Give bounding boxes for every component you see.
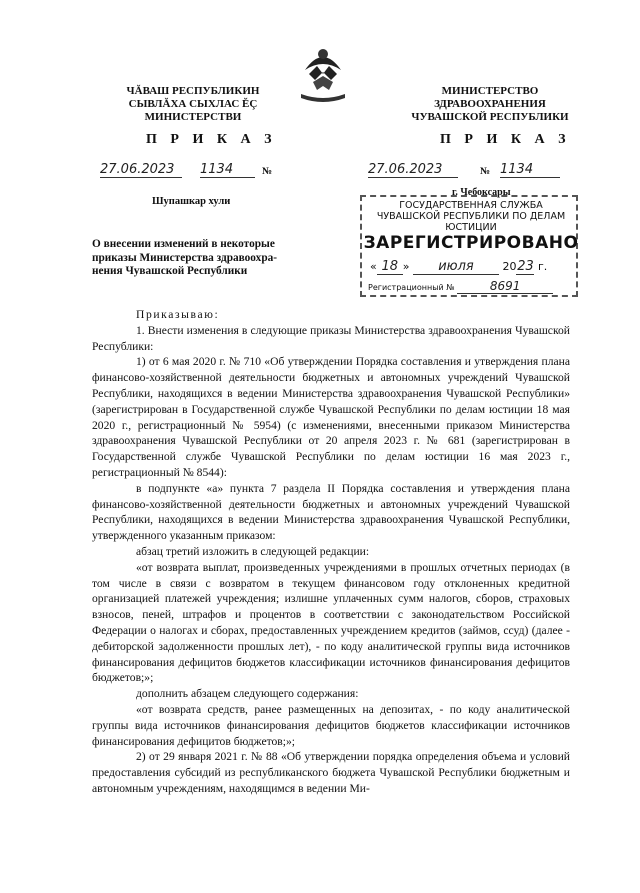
stamp-year-tail: г. (537, 260, 548, 273)
body-paragraph: «от возврата выплат, произведенных учреждениями в прошлых отчетных периодах (в том числе в связи с возвратом в текущем финансовом году отклоненных кредитной организацией платежей учреждения; излишне уплаченных сумм налогов, сборов, страховых взносов, пеней, штрафов и процентов в соответствии с законодательством Российской Федерации о налогах и сборах, предоставленных учреждением кредитов (займов, ссуд) (далее - дебиторской задолженности прошлых лет), - по коду аналитической группы вида источников финансирования дефицитов бюджетов классификации источников финансирования дефицитов бюджетов;»; (92, 560, 570, 685)
body-paragraph: «от возврата средств, ранее размещенных на депозитах, - по коду аналитической группы вида источников финансирования дефицитов бюджетов классификации источников финансирования дефицитов бюджетов;»; (92, 702, 570, 748)
body-paragraph: дополнить абзацем следующего содержания: (136, 687, 359, 701)
right-header-line: МИНИСТЕРСТВО (441, 85, 539, 97)
stamp-month: июля (413, 259, 499, 275)
body-paragraph: 1) от 6 мая 2020 г. № 710 «Об утверждении Порядка составления и утверждения плана финансово-хозяйственной деятельности бюджетных и автономных учреждений Чувашской Республики, находящихся в ведении Министерства здравоохранения Чувашской Республики» (зарегистрирован в Государственной службе Чувашской Республики по делам юстиции 18 мая 2020 г., регистрационный № 5954) (с изменениями, внесенными приказом Министерства здравоохранения Чувашской Республики от 20 апреля 2023 г. № 681 (зарегистрирован в Государственной службе Чувашской Республики по делам юстиции 16 мая 2023 г., регистрационный № 8544): (92, 355, 570, 479)
right-number: 1134 (500, 162, 560, 178)
order-subject (92, 238, 332, 279)
right-header-line: ЧУВАШСКОЙ РЕСПУБЛИКИ (411, 111, 569, 123)
emblem-icon (295, 40, 351, 104)
left-header-line: СЫВЛĂХА СЫХЛАС ĔÇ (128, 98, 258, 110)
body-paragraph: 2) от 29 января 2021 г. № 88 «Об утверждении порядка определения объема и условий предоставления субсидий из республиканского бюджета Чувашской Республики бюджетным и автономным учреждениям, находящимся в ведении Ми- (92, 750, 570, 795)
stamp-year-prefix: 20 (502, 260, 517, 273)
subject-line: приказы Министерства здравоохра- (92, 251, 278, 264)
body-paragraph: в подпункте «а» пункта 7 раздела II Порядка составления и утверждения плана финансово-хозяйственной деятельности бюджетных и автономных учреждений Чувашской Республики, находящихся в ведении Министерства здравоохранения Чувашской Республики, утвержденного указанным приказом: (92, 481, 570, 543)
left-header-line: МИНИСТЕРСТВИ (144, 111, 242, 123)
left-header-line: ЧĂВАШ РЕСПУБЛИКИН (126, 85, 260, 97)
registration-stamp (360, 195, 578, 297)
body-paragraph: 1. Внести изменения в следующие приказы Министерства здравоохранения Чувашской Республики: (92, 323, 570, 353)
subject-line: нения Чувашской Республики (92, 265, 248, 277)
stamp-reg-number: 8691 (457, 279, 553, 294)
stamp-status: ЗАРЕГИСТРИРОВАНО (363, 233, 579, 253)
city-left: Шупашкар хули (152, 196, 231, 207)
city-right: г. Чебоксары (452, 187, 511, 198)
stamp-day: 18 (377, 259, 403, 275)
left-date: 27.06.2023 (100, 162, 182, 178)
right-header-line: ЗДРАВООХРАНЕНИЯ (434, 98, 546, 110)
left-header (108, 85, 278, 124)
body-paragraph: абзац третий изложить в следующей редакции: (136, 544, 370, 558)
left-number: 1134 (200, 162, 255, 178)
left-number-sign: № (262, 166, 273, 177)
stamp-date: « 18 » июля 2023 г. (370, 259, 548, 274)
right-date: 27.06.2023 (368, 162, 458, 178)
prikaz-title-left: П Р И К А З (146, 132, 277, 147)
prikaz-title-right: П Р И К А З (440, 132, 571, 147)
right-number-sign: № (480, 166, 491, 177)
subject-line: О внесении изменений в некоторые (92, 238, 275, 250)
body-paragraph: Приказываю: (136, 308, 220, 321)
order-body (92, 307, 570, 797)
stamp-reg-label: Регистрационный № (368, 283, 455, 292)
stamp-year-suffix: 23 (517, 259, 534, 274)
stamp-organization: ГОСУДАРСТВЕННАЯ СЛУЖБА ЧУВАШСКОЙ РЕСПУБЛИКИ ПО ДЕЛАМ ЮСТИЦИИ (376, 200, 566, 233)
right-header (405, 85, 575, 124)
stamp-reg-number-row (368, 279, 574, 294)
